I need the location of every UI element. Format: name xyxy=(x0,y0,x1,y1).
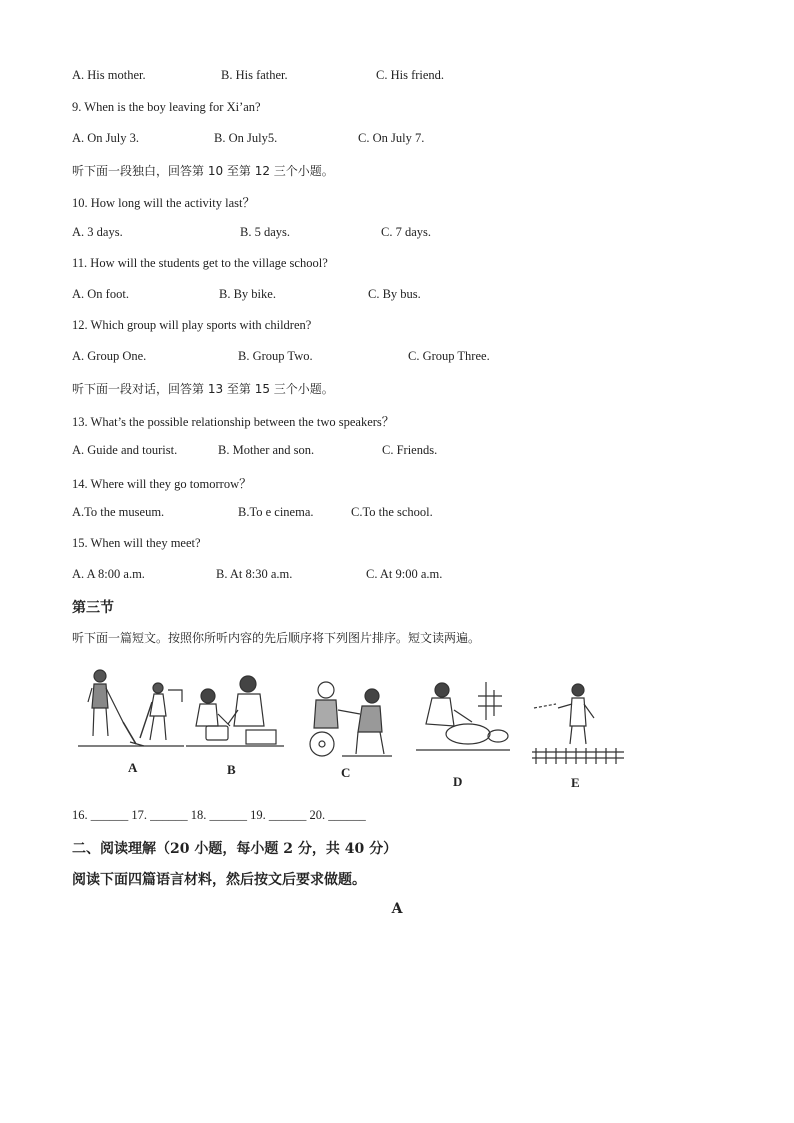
q10-question: 10. How long will the activity last？ xyxy=(72,196,255,210)
washing-illustration xyxy=(416,676,512,758)
q10-option-c: C. 7 days. xyxy=(381,225,431,239)
q14-option-a: A.To the museum. xyxy=(72,505,165,519)
picture-label-d: D xyxy=(453,774,463,789)
q13-option-c: C. Friends. xyxy=(382,443,438,457)
q13-option-a: A. Guide and tourist. xyxy=(72,443,178,457)
instruction-13-15: 听下面一段对话，回答第 13 至第 15 三个小题。 xyxy=(72,382,334,396)
instruction-10-12: 听下面一段独白，回答第 10 至第 12 三个小题。 xyxy=(72,164,334,178)
q14-question: 14. Where will they go tomorrow？ xyxy=(72,477,252,491)
q12-option-c: C. Group Three. xyxy=(408,349,490,363)
q10-option-b: B. 5 days. xyxy=(240,225,290,239)
q15-question: 15. When will they meet? xyxy=(72,536,201,550)
section3-title: 第三节 xyxy=(72,600,114,616)
picture-label-c: C xyxy=(341,765,351,780)
q13-question: 13. What’s the possible relationship between the two speakers？ xyxy=(72,415,395,429)
q10-option-a: A. 3 days. xyxy=(72,225,123,239)
picture-e xyxy=(528,678,628,768)
q11-option-b: B. By bike. xyxy=(219,287,276,301)
q8-option-c: C. His friend. xyxy=(376,68,445,82)
picture-label-a: A xyxy=(128,760,138,775)
q15-option-c: C. At 9:00 a.m. xyxy=(366,567,443,581)
q9-question: 9. When is the boy leaving for Xi’an? xyxy=(72,100,261,114)
planting-illustration xyxy=(528,678,628,768)
picture-b xyxy=(186,670,286,754)
q12-option-b: B. Group Two. xyxy=(238,349,313,363)
q8-option-b: B. His father. xyxy=(221,68,288,82)
q11-question: 11. How will the students get to the village school? xyxy=(72,256,328,270)
sweeping-illustration xyxy=(78,662,188,752)
cooking-illustration xyxy=(186,670,286,754)
picture-label-e: E xyxy=(571,775,580,790)
q14-option-c: C.To the school. xyxy=(351,505,433,519)
q8-option-a: A. His mother. xyxy=(72,68,146,82)
picture-label-b: B xyxy=(227,762,236,777)
q12-question: 12. Which group will play sports with children? xyxy=(72,318,312,332)
picture-d xyxy=(416,676,512,758)
q15-option-a: A. A 8:00 a.m. xyxy=(72,567,145,581)
q15-option-b: B. At 8:30 a.m. xyxy=(216,567,293,581)
q12-option-a: A. Group One. xyxy=(72,349,147,363)
section3-instruction: 听下面一篇短文。按照你所听内容的先后顺序将下列图片排序。短文读两遍。 xyxy=(72,631,481,645)
q9-option-b: B. On July5. xyxy=(214,131,278,145)
q14-option-b: B.To e cinema. xyxy=(238,505,314,519)
answer-blanks: 16. ______ 17. ______ 18. ______ 19. ______ 20. ______ xyxy=(72,808,366,822)
q11-option-a: A. On foot. xyxy=(72,287,129,301)
q13-option-b: B. Mother and son. xyxy=(218,443,315,457)
picture-c xyxy=(302,670,394,760)
q11-option-c: C. By bus. xyxy=(368,287,421,301)
picture-a xyxy=(78,662,188,752)
q9-option-a: A. On July 3. xyxy=(72,131,140,145)
elderly-care-illustration xyxy=(302,670,394,760)
part2-instruction: 阅读下面四篇语言材料，然后按文后要求做题。 xyxy=(72,872,366,888)
part2-title: 二、阅读理解（20 小题，每小题 2 分，共 40 分） xyxy=(72,841,398,857)
passage-label-a: A xyxy=(391,901,403,917)
q9-option-c: C. On July 7. xyxy=(358,131,425,145)
